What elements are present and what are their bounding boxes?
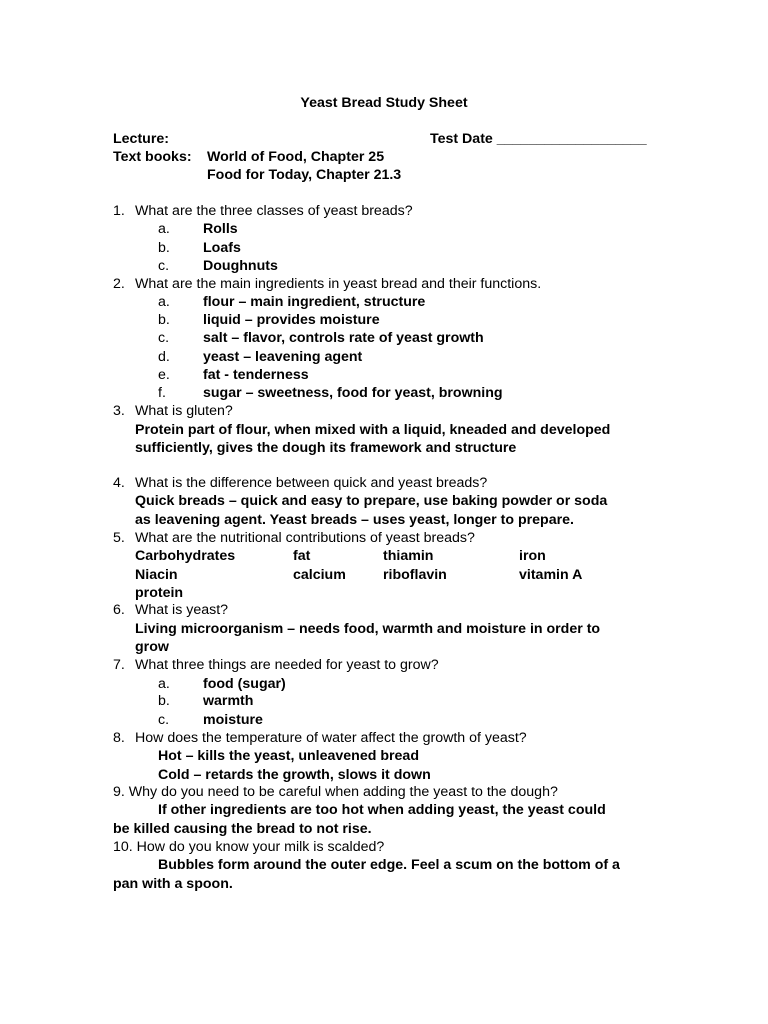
list-item: fat - tenderness xyxy=(203,367,309,383)
list-letter: b. xyxy=(158,312,170,328)
lecture-label: Lecture: xyxy=(113,131,169,147)
list-letter: a. xyxy=(158,221,170,237)
answer-line: Cold – retards the growth, slows it down xyxy=(158,767,431,783)
textbook-1: World of Food, Chapter 25 xyxy=(207,149,385,165)
list-item: moisture xyxy=(203,712,263,728)
list-item: Doughnuts xyxy=(203,258,278,274)
answer-line: be killed causing the bread to not rise. xyxy=(113,821,372,837)
answer-line: Living microorganism – needs food, warmth and moisture in order to xyxy=(135,621,601,637)
answer-line: Protein part of flour, when mixed with a liquid, kneaded and developed xyxy=(135,422,611,438)
nutrient: iron xyxy=(519,548,546,564)
question-number: 4. xyxy=(113,475,125,491)
list-letter: b. xyxy=(158,693,170,709)
question-7-text: What three things are needed for yeast to grow? xyxy=(135,657,439,673)
list-item: sugar – sweetness, food for yeast, browning xyxy=(203,385,503,401)
question-5-text: What are the nutritional contributions of yeast breads? xyxy=(135,530,475,546)
answer-line: pan with a spoon. xyxy=(113,876,233,892)
question-number: 5. xyxy=(113,530,125,546)
question-9-text: 9. Why do you need to be careful when adding the yeast to the dough? xyxy=(113,784,558,800)
list-item: Loafs xyxy=(203,240,241,256)
nutrient: Carbohydrates xyxy=(135,548,236,564)
list-letter: b. xyxy=(158,240,170,256)
question-number: 6. xyxy=(113,602,125,618)
list-item: salt – flavor, controls rate of yeast growth xyxy=(203,330,484,346)
list-item: food (sugar) xyxy=(203,676,286,692)
nutrient: thiamin xyxy=(383,548,434,564)
answer-line: Bubbles form around the outer edge. Feel a scum on the bottom of a xyxy=(158,857,620,873)
textbook-2: Food for Today, Chapter 21.3 xyxy=(207,167,402,183)
nutrient: calcium xyxy=(293,567,346,583)
list-letter: c. xyxy=(158,330,170,346)
list-letter: d. xyxy=(158,349,170,365)
question-8-text: How does the temperature of water affect the growth of yeast? xyxy=(135,730,527,746)
question-number: 8. xyxy=(113,730,125,746)
nutrient: vitamin A xyxy=(519,567,583,583)
question-number: 1. xyxy=(113,203,125,219)
answer-line: as leavening agent. Yeast breads – uses yeast, longer to prepare. xyxy=(135,512,574,528)
list-letter: a. xyxy=(158,676,170,692)
nutrient: riboflavin xyxy=(383,567,447,583)
list-letter: a. xyxy=(158,294,170,310)
answer-line: grow xyxy=(135,639,169,655)
answer-line: If other ingredients are too hot when adding yeast, the yeast could xyxy=(158,802,606,818)
list-item: flour – main ingredient, structure xyxy=(203,294,426,310)
question-2-text: What are the main ingredients in yeast bread and their functions. xyxy=(135,276,542,292)
list-item: yeast – leavening agent xyxy=(203,349,363,365)
list-item: warmth xyxy=(203,693,254,709)
answer-line: Quick breads – quick and easy to prepare, use baking powder or soda xyxy=(135,493,608,509)
textbooks-label: Text books: xyxy=(113,149,192,165)
list-item: liquid – provides moisture xyxy=(203,312,380,328)
list-letter: c. xyxy=(158,258,170,274)
answer-line: Hot – kills the yeast, unleavened bread xyxy=(158,748,419,764)
list-item: Rolls xyxy=(203,221,238,237)
question-10-text: 10. How do you know your milk is scalded? xyxy=(113,839,385,855)
list-letter: e. xyxy=(158,367,170,383)
question-4-text: What is the difference between quick and yeast breads? xyxy=(135,475,488,491)
answer-line: sufficiently, gives the dough its framework and structure xyxy=(135,440,517,456)
list-letter: c. xyxy=(158,712,170,728)
question-1-text: What are the three classes of yeast breads? xyxy=(135,203,413,219)
nutrient: protein xyxy=(135,585,184,601)
question-number: 3. xyxy=(113,403,125,419)
nutrient: fat xyxy=(293,548,311,564)
question-6-text: What is yeast? xyxy=(135,602,229,618)
question-3-text: What is gluten? xyxy=(135,403,233,419)
page-title: Yeast Bread Study Sheet xyxy=(300,95,468,111)
question-number: 2. xyxy=(113,276,125,292)
list-letter: f. xyxy=(158,385,166,401)
test-date-field: Test Date ___________________ xyxy=(430,131,647,147)
question-number: 7. xyxy=(113,657,125,673)
nutrient: Niacin xyxy=(135,567,178,583)
